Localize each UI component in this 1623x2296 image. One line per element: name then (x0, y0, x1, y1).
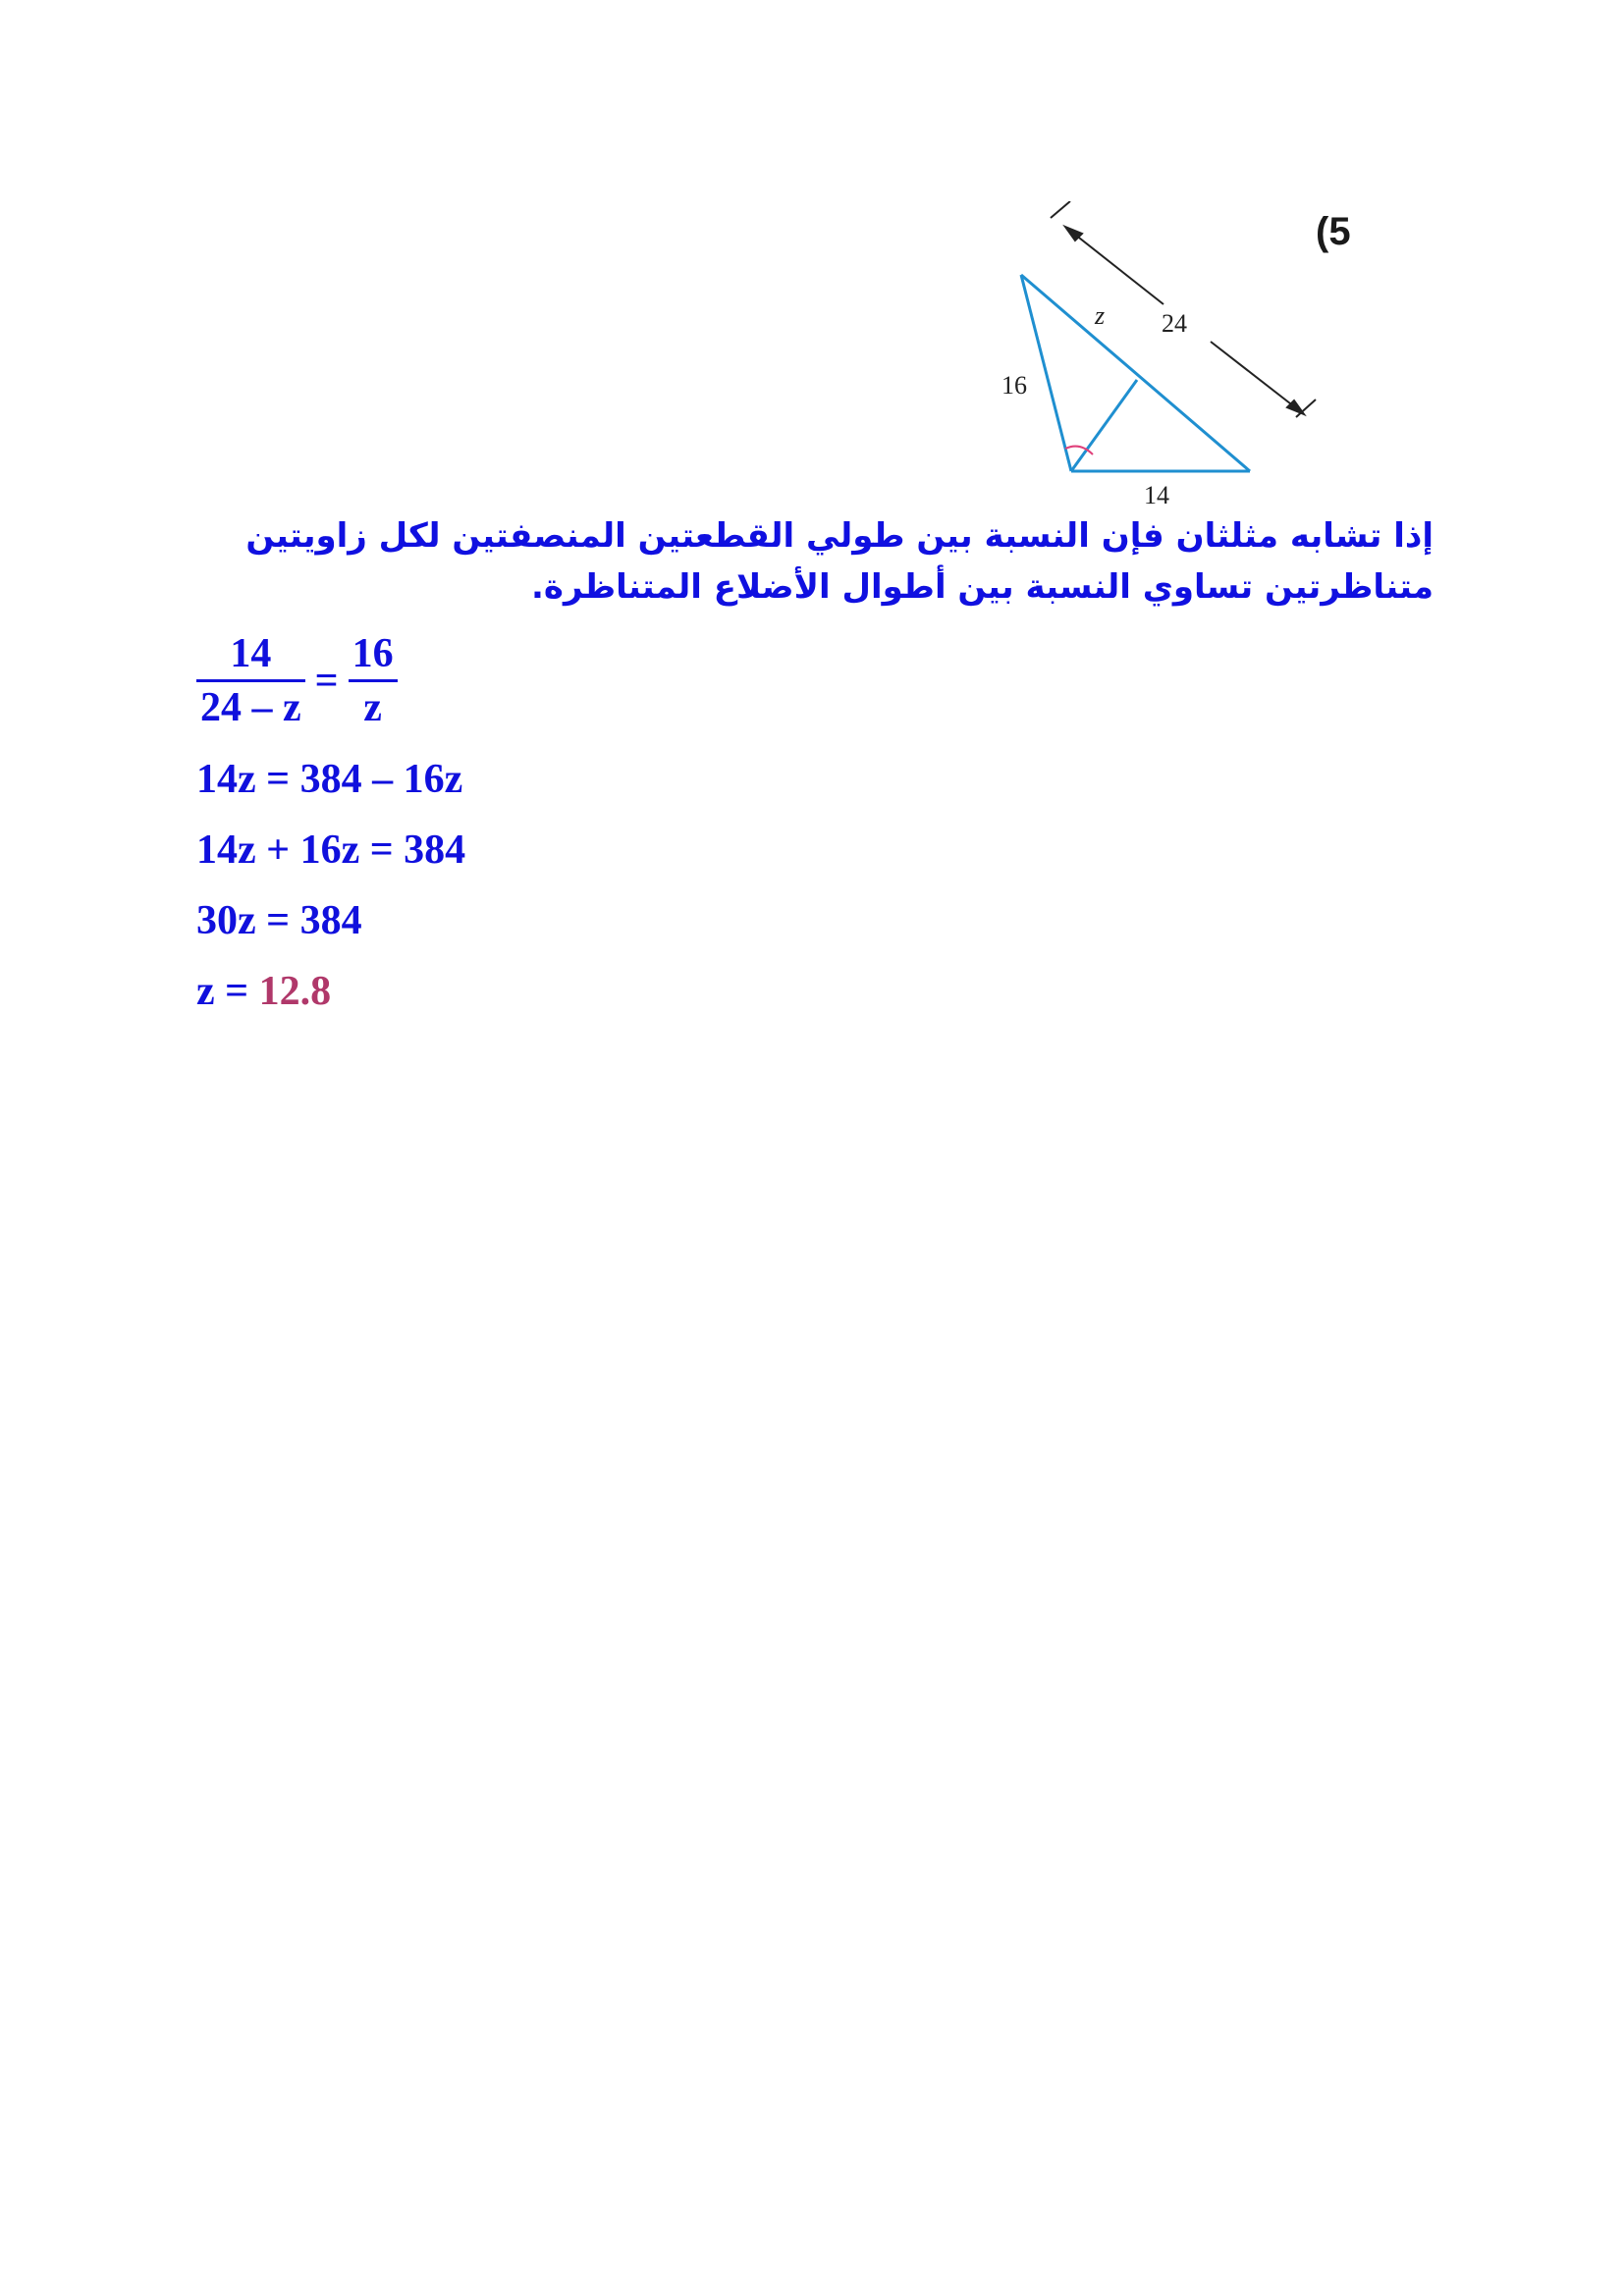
result-value: 12.8 (258, 969, 332, 1014)
dimension-tick-top (1051, 201, 1070, 218)
explanation-line-2: متناظرتين تساوي النسبة بين أطوال الأضلاع المتناظرة. (531, 567, 1434, 607)
proportion-equation (196, 628, 398, 733)
label-14: 14 (1144, 481, 1169, 509)
side-hypotenuse (1021, 275, 1250, 471)
solution-step-3: 30z = 384 (196, 898, 362, 943)
solution-result (196, 968, 331, 1015)
fraction-right-numerator: 16 (349, 628, 398, 682)
triangle-diagram (987, 201, 1340, 515)
explanation-line-1: إذا تشابه مثلثان فإن النسبة بين طولي القطعتين المنصفتين لكل زاويتين (245, 516, 1434, 556)
triangle-figure (987, 201, 1340, 515)
problem-number: (5 (1316, 210, 1351, 253)
fraction-right (349, 628, 398, 733)
result-lhs: z = (196, 969, 259, 1014)
side-left (1021, 275, 1071, 471)
label-z: z (1095, 301, 1106, 330)
label-24: 24 (1162, 309, 1187, 338)
explanation-text (245, 510, 1434, 613)
equals-sign: = (314, 658, 339, 704)
dimension-arrow-lower (1211, 342, 1299, 410)
fraction-left-denominator: 24 – z (200, 685, 301, 730)
solution-step-1: 14z = 384 – 16z (196, 757, 463, 802)
solution-step-2: 14z + 16z = 384 (196, 828, 466, 873)
fraction-left (196, 628, 305, 733)
triangle-shape (1021, 275, 1250, 471)
fraction-left-numerator: 14 (196, 628, 305, 682)
dimension-arrow-upper (1070, 231, 1163, 304)
fraction-right-denominator: z (363, 685, 382, 730)
label-16: 16 (1001, 371, 1027, 400)
angle-bisector (1071, 380, 1137, 471)
